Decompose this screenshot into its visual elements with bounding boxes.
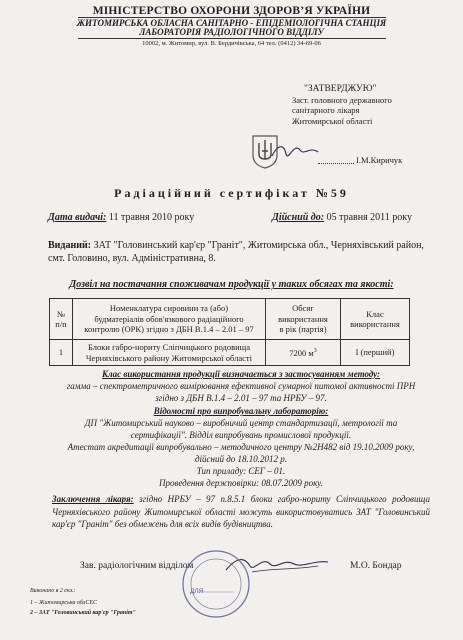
lab-info-block: [66, 405, 416, 489]
lab-attestation: Атестат акредитації випробувально – методичного центру №2Н482 від 19.10.2009 року, дійсний до 18.10.2012 р.: [67, 442, 415, 464]
signature-line: [318, 163, 354, 164]
official-stamp-icon: [180, 548, 252, 620]
method-block: [66, 368, 416, 404]
header-rule-bottom: [78, 38, 386, 39]
station-title: ЖИТОМИРСЬКА ОБЛАСНА САНІТАРНО - ЕПІДЕМІОЛОГІЧНА СТАНЦІЯ: [76, 18, 387, 28]
issued-label: Виданий:: [48, 240, 92, 251]
header-text: Номенклатура сировини та (або): [109, 303, 229, 314]
header-num: [50, 299, 73, 340]
deputy-signature-icon: [270, 140, 320, 162]
issue-label: Дата видачі:: [48, 212, 107, 223]
lab-info-heading: Відомості про випробувальну лабораторію:: [153, 406, 329, 416]
lab-info-text: ДП "Житомирський науково – виробничий центр стандартизації, метрології та сертифікації". Відділ випробувань промислової продукції.: [84, 418, 398, 440]
lab-verification: Проведення держповірки: 08.07.2009 року.: [158, 478, 323, 488]
header-nomenclature: [73, 299, 266, 340]
approval-signer: І.М.Киричук: [356, 155, 403, 165]
header-text: в рік (партія): [279, 324, 327, 335]
header-text: контролю (ОРК) згідно з ДБН В.1.4 – 2.01 – 97: [84, 324, 254, 335]
header-text: п/п: [55, 319, 67, 329]
copy-recipient: 1 – Житомирська облСЕС: [30, 600, 98, 606]
header-text: використання: [350, 319, 400, 329]
conclusion-heading: Заключення лікаря:: [52, 494, 134, 504]
header-text: використання: [278, 313, 328, 324]
lab-device: Тип приладу: СЕГ – 01.: [196, 466, 286, 476]
approval-block: [292, 84, 392, 126]
table-header-row: [50, 299, 410, 340]
issue-value: 11 травня 2010 року: [106, 212, 195, 223]
row-volume: [266, 340, 341, 366]
approval-title: "ЗАТВЕРДЖУЮ": [304, 84, 377, 94]
products-table: [49, 298, 410, 366]
cell-text: Черняхівського району Житомирської області: [86, 352, 252, 363]
method-heading: Клас використання продукції визначається з застосуванням методу:: [101, 369, 381, 379]
issued-to: [48, 240, 428, 265]
head-of-department-name: М.О. Бондар: [350, 561, 402, 571]
head-of-department-label: Зав. радіологічним відділом: [80, 561, 194, 571]
header-text: будматеріалів обов'язкового радіаційного: [94, 313, 244, 324]
lab-title: ЛАБОРАТОРІЯ РАДІОЛОГІЧНОГО ВІДДІЛУ: [139, 27, 324, 37]
issue-date: [48, 212, 194, 223]
header-class: [341, 299, 410, 340]
certificate-title: Радіаційний сертифікат №59: [114, 186, 349, 200]
approval-line: Заст. головного державного: [292, 94, 392, 105]
table-row: [50, 340, 410, 366]
ministry-title: МІНІСТЕРСТВО ОХОРОНИ ЗДОРОВ’Я УКРАЇНИ: [92, 5, 371, 17]
valid-until: [272, 212, 412, 223]
valid-label: Дійсний до:: [272, 212, 325, 223]
conclusion-text: згідно НРБУ – 97 п.8.5.1 блоки габро-нориту Сліпчицького родовища Черняхівського району Житомирської області можуть використовуватись ЗАТ "Головинський кар'єр "Граніт" без обмежень для всіх видів будівництва.: [52, 494, 430, 529]
header-text: Клас: [366, 308, 384, 319]
header-volume: [266, 299, 341, 340]
approval-line: Житомирської області: [292, 115, 373, 126]
header-text: Обсяг: [292, 303, 314, 314]
valid-value: 05 травня 2011 року: [324, 212, 413, 223]
permit-heading: Дозвіл на постачання споживачам продукції у таких обсягах та якості:: [69, 279, 394, 290]
conclusion-block: [52, 493, 430, 531]
stamp-text: ДЛЯ: [190, 588, 204, 595]
lab-address: 10002, м. Житомир, вул. В. Бердичівська, 64 тел. (0412) 34-69-06: [142, 40, 321, 47]
volume-value: 7200 м: [289, 348, 314, 359]
row-num: 1: [50, 340, 73, 366]
header-text: №: [56, 308, 66, 319]
row-class: І (перший): [341, 340, 410, 366]
approval-line: санітарного лікаря: [292, 105, 360, 115]
copies-note: Виконано в 2 екз.:: [30, 588, 76, 594]
issued-text: ЗАТ "Головинський кар'єр "Граніт", Житомирська обл., Черняхівський район, смт. Головино, вул. Адміністративна, 8.: [48, 240, 424, 264]
method-text: гамма – спектрометричного вимірювання ефективної сумарної питомої активності ПРН згідно з ДБН В.1.4 – 2.01 – 97 та НРБУ – 97.: [66, 381, 416, 403]
row-nomenclature: [73, 340, 266, 366]
copy-recipient: 2 – ЗАТ "Головинський кар'єр "Граніт": [30, 610, 136, 616]
cell-text: Блоки габро-нориту Сліпчицького родовища: [88, 342, 250, 352]
volume-unit-sup: 3: [313, 348, 317, 355]
